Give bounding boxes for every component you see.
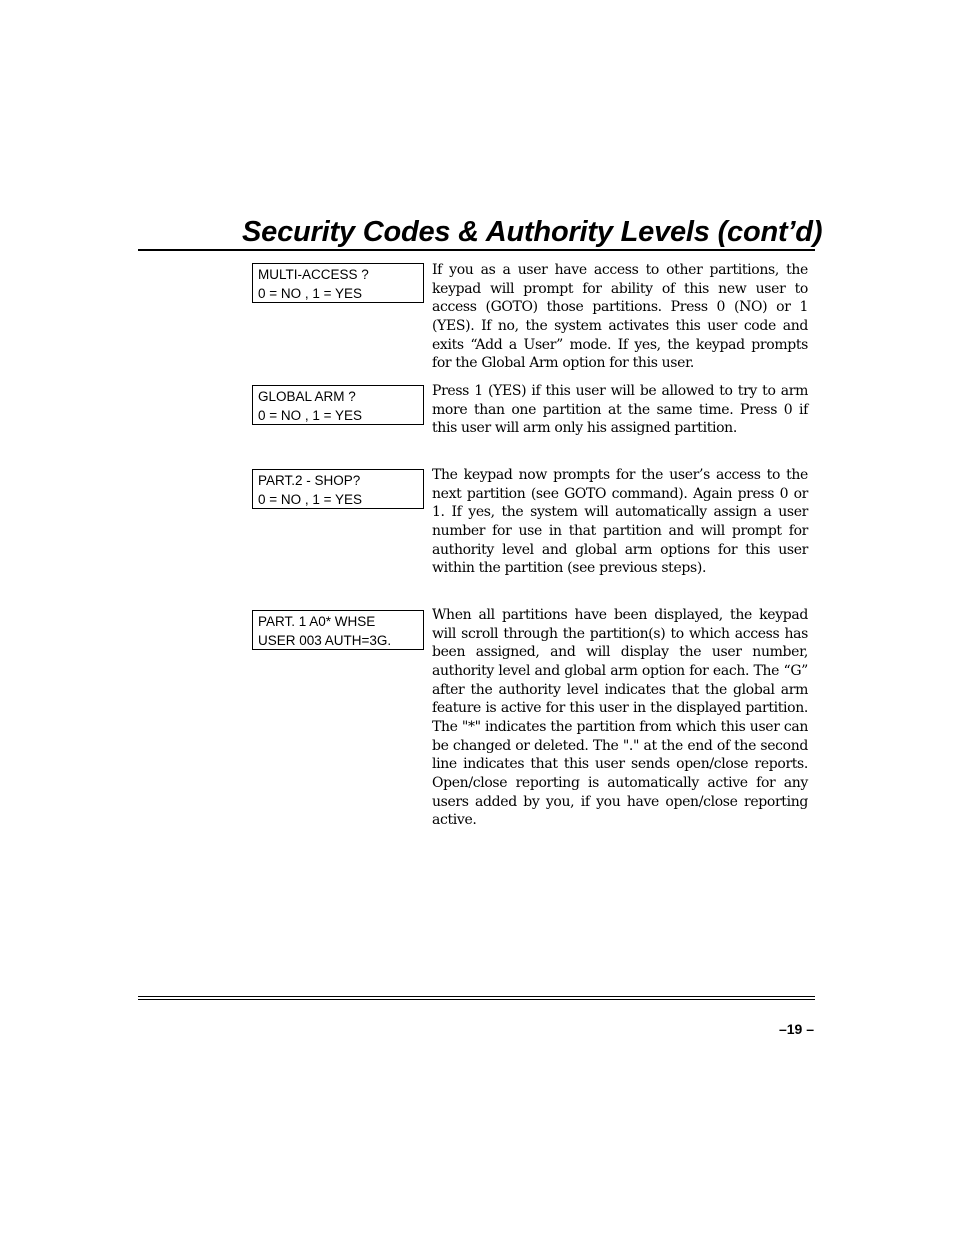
paragraph-partition-summary: When all partitions have been displayed, the keypad will scroll through the partition(s) to which access has been assigned, and will display the user number, authority level and global arm option for each. The “G” after the authority level indicates that the global arm feature is active for this user in the displayed partition. The "*" indicates the partition from which this user can be changed or deleted. The "." at the end of the second line indicates that this user sends open/close reports. Open/close reporting is automatically active for any users added by you, if you have open/close reporting active. <box>432 607 808 829</box>
page-number: –19 – <box>778 1021 814 1037</box>
display-line-1: MULTI-ACCESS ? <box>258 267 369 282</box>
paragraph-global-arm: Press 1 (YES) if this user will be allowed to try to arm more than one partition at the same time. Press 0 if this user will arm only his assigned partition. <box>432 383 808 437</box>
display-line-1: PART.2 - SHOP? <box>258 473 361 488</box>
display-line-2: 0 = NO , 1 = YES <box>258 492 363 507</box>
paragraph-multi-access: If you as a user have access to other partitions, the keypad will prompt for ability of this new user to access (GOTO) those partitions. Press 0 (NO) or 1 (YES). If no, the system activates this user code and exits “Add a User” mode. If yes, the keypad prompts for the Global Arm option for this user. <box>432 262 808 372</box>
title-divider <box>138 249 815 251</box>
page-title: Security Codes & Authority Levels (cont’d) <box>242 216 823 248</box>
display-line-2: 0 = NO , 1 = YES <box>258 286 363 301</box>
display-line-2: USER 003 AUTH=3G. <box>258 633 392 648</box>
footer-divider-bottom <box>138 999 815 1000</box>
footer-divider-top <box>138 996 815 997</box>
keypad-display-partition-summary <box>252 610 424 650</box>
display-line-2: 0 = NO , 1 = YES <box>258 408 363 423</box>
keypad-display-multi-access <box>252 263 424 303</box>
keypad-display-global-arm <box>252 385 424 425</box>
keypad-display-partition-shop <box>252 469 424 509</box>
paragraph-partition-shop: The keypad now prompts for the user’s access to the next partition (see GOTO command). Again press 0 or 1. If yes, the system will automatically assign a user number for use in that partition and will prompt for authority level and global arm options for this user within the partition (see previous steps). <box>432 467 808 577</box>
display-line-1: PART. 1 A0* WHSE <box>258 614 376 629</box>
display-line-1: GLOBAL ARM ? <box>258 389 356 404</box>
